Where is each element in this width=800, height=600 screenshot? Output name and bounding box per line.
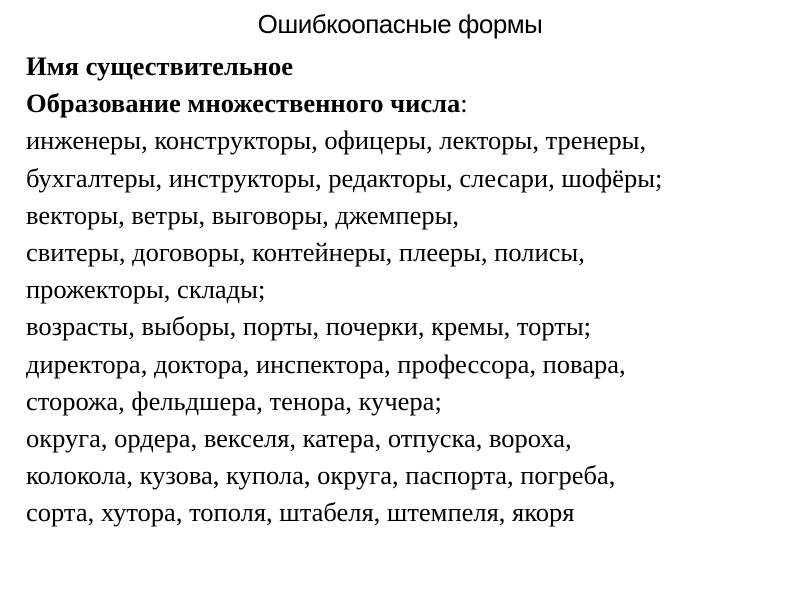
subsection-heading-text: Образование множественного числа	[26, 88, 461, 119]
subsection-heading	[26, 85, 786, 122]
word-list-line: колокола, кузова, купола, округа, паспорта, погреба,	[26, 460, 616, 491]
slide-content	[26, 48, 786, 532]
word-list-line: сорта, хутора, тополя, штабеля, штемпеля, якоря	[26, 497, 575, 528]
section-heading: Имя существительное	[26, 51, 294, 81]
slide-title: Ошибкоопасные формы	[257, 9, 543, 39]
word-list-line: свитеры, договоры, контейнеры, плееры, полисы,	[26, 237, 585, 268]
word-list-line: прожекторы, склады;	[26, 274, 266, 305]
word-list-line: инженеры, конструкторы, офицеры, лекторы, тренеры,	[26, 125, 647, 156]
subsection-heading-colon: :	[460, 88, 468, 119]
word-list-line: округа, ордера, векселя, катера, отпуска, вороха,	[26, 423, 572, 454]
word-list-line: векторы, ветры, выговоры, джемперы,	[26, 199, 460, 230]
word-list-line: возрасты, выборы, порты, почерки, кремы, торты;	[26, 311, 592, 342]
word-list-line: бухгалтеры, инструкторы, редакторы, слесари, шофёры;	[26, 162, 663, 193]
word-list-line: директора, доктора, инспектора, профессора, повара,	[26, 348, 626, 379]
word-list-line: сторожа, фельдшера, тенора, кучера;	[26, 385, 442, 416]
